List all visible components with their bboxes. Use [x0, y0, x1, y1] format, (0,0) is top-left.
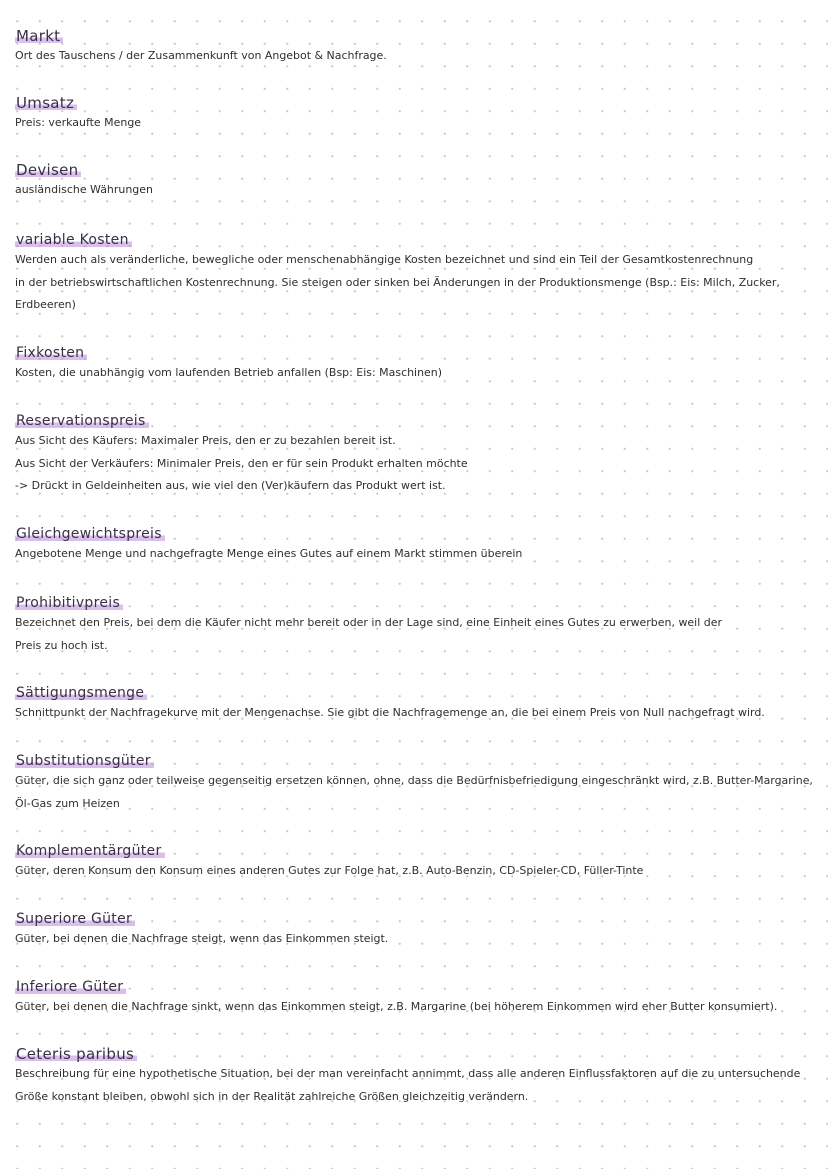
definition: [15, 860, 815, 883]
term-heading: variable Kosten: [15, 231, 132, 249]
definition: [15, 249, 815, 317]
definition-line: Aus Sicht des Käufers: Maximaler Preis, den er zu bezahlen bereit ist.: [15, 434, 396, 447]
definition: [15, 702, 815, 725]
term-heading: Fixkosten: [15, 344, 87, 362]
definition-line: Öl-Gas zum Heizen: [15, 796, 120, 810]
term-heading: Umsatz: [15, 94, 77, 112]
term-heading: Sättigungsmenge: [15, 684, 147, 702]
section-inferiore-gueter: [15, 976, 815, 1019]
definition-line: Güter, bei denen die Nachfrage steigt, wenn das Einkommen steigt.: [15, 932, 389, 945]
definition: [15, 45, 815, 68]
definition-line: ausländische Währungen: [15, 183, 153, 196]
definition-line: Angebotene Menge und nachgefragte Menge eines Gutes auf einem Markt stimmen überein: [15, 547, 523, 560]
definition: [15, 362, 815, 385]
section-saettigungsmenge: [15, 682, 815, 725]
definition-line: Güter, bei denen die Nachfrage sinkt, wenn das Einkommen steigt, z.B. Margarine (bei höherem Einkommen wird eher Butter konsumiert).: [15, 1000, 778, 1013]
definition-line: Kosten, die unabhängig vom laufenden Betrieb anfallen (Bsp: Eis: Maschinen): [15, 366, 443, 379]
definition-line: Größe konstant bleiben, obwohl sich in der Realität zahlreiche Größen gleichzeitig verändern.: [15, 1089, 529, 1103]
term-heading: Substitutionsgüter: [15, 752, 154, 770]
section-fixkosten: [15, 342, 815, 385]
definition: [15, 996, 815, 1019]
definition-line: Schnittpunkt der Nachfragekurve mit der Mengenachse. Sie gibt die Nachfragemenge an, die bei einem Preis von Null nachgefragt wird.: [15, 706, 765, 719]
definition: [15, 430, 815, 498]
section-komplementaergueter: [15, 840, 815, 883]
definition-line: in der betriebswirtschaftlichen Kostenrechnung. Sie steigen oder sinken bei Änderungen in der Produktionsmenge (Bsp.: Eis: Milch, Zucker,: [15, 275, 780, 289]
section-ceteris-paribus: [15, 1044, 815, 1108]
definition: [15, 612, 815, 657]
definition-line: Werden auch als veränderliche, bewegliche oder menschenabhängige Kosten bezeichnet und sind ein Teil der Gesamtkostenrechnung: [15, 253, 754, 266]
definition-line: Güter, die sich ganz oder teilweise gegenseitig ersetzen können, ohne, dass die Bedürfnisbefriedigung eingeschränkt wird, z.B. Butter-Margarine,: [15, 774, 813, 787]
section-superiore-gueter: [15, 908, 815, 951]
section-markt: [15, 26, 815, 68]
term-heading: Markt: [15, 27, 63, 45]
term-heading: Prohibitivpreis: [15, 594, 123, 612]
definition-line: -> Drückt in Geldeinheiten aus, wie viel den (Ver)käufern das Produkt wert ist.: [15, 479, 446, 492]
section-gleichgewichtspreis: [15, 523, 815, 566]
definition-line: Beschreibung für eine hypothetische Situation, bei der man vereinfacht annimmt, dass alle anderen Einflussfaktoren auf die zu untersuchende: [15, 1067, 801, 1080]
definition: [15, 770, 815, 815]
section-substitutionsgueter: [15, 750, 815, 815]
term-heading: Gleichgewichtspreis: [15, 525, 165, 543]
section-reservationspreis: [15, 410, 815, 498]
definition: [15, 543, 815, 566]
definition: [15, 1063, 815, 1108]
definition: [15, 112, 815, 135]
section-variable-kosten: [15, 229, 815, 317]
definition-line: Güter, deren Konsum den Konsum eines anderen Gutes zur Folge hat, z.B. Auto-Benzin, CD-Spieler-CD, Füller-Tinte: [15, 864, 644, 877]
definition-line: Bezeichnet den Preis, bei dem die Käufer nicht mehr bereit oder in der Lage sind, eine Einheit eines Gutes zu erwerben, weil der: [15, 616, 722, 629]
definition: [15, 179, 815, 202]
definition-line: Preis: verkaufte Menge: [15, 116, 142, 129]
definition-line: Aus Sicht der Verkäufers: Minimaler Preis, den er für sein Produkt erhalten möchte: [15, 456, 468, 470]
definition: [15, 928, 815, 951]
term-heading: Komplementärgüter: [15, 842, 165, 860]
section-umsatz: [15, 93, 815, 135]
term-heading: Inferiore Güter: [15, 978, 126, 996]
term-heading: Ceteris paribus: [15, 1045, 137, 1063]
term-heading: Devisen: [15, 161, 81, 179]
definition-line: Ort des Tauschens / der Zusammenkunft von Angebot & Nachfrage.: [15, 49, 387, 62]
section-devisen: [15, 160, 815, 202]
definition-line: Preis zu hoch ist.: [15, 638, 108, 652]
term-heading: Reservationspreis: [15, 412, 149, 430]
section-prohibitivpreis: [15, 592, 815, 657]
term-heading: Superiore Güter: [15, 910, 135, 928]
definition-line: Erdbeeren): [15, 298, 76, 311]
